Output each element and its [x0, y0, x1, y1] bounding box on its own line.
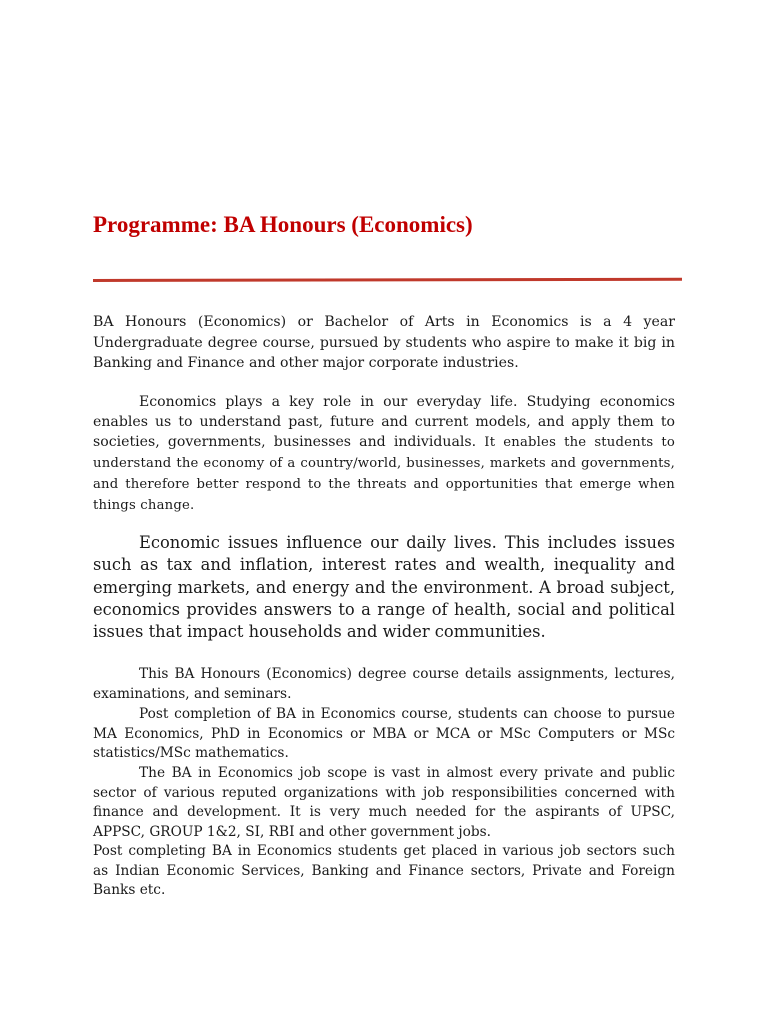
economics-role-paragraph [93, 392, 675, 516]
economic-issues-paragraph: Economic issues influence our daily lives. This includes issues such as tax and inflation, interest rates and wealth, inequality and emerging markets, and energy and the environment. A broad subject, economics provides answers to a range of health, social and political issues that impact households and wider communities. [93, 533, 675, 642]
title-divider [93, 278, 682, 282]
post-completion-paragraph: Post completion of BA in Economics course, students can choose to pursue MA Economics, PhD in Economics or MBA or MCA or MSc Computers or MSc statistics/MSc mathematics. [93, 706, 675, 761]
placements-paragraph: Post completing BA in Economics students get placed in various job sectors such as Indian Economic Services, Banking and Finance sectors, Private and Foreign Banks etc. [93, 843, 675, 898]
economics-role-continued-text: It enables the students to understand the economy of a country/world, businesses, markets and governments, and therefore better respond to the threats and opportunities that emerge when things change. [93, 435, 675, 513]
job-scope-paragraph: The BA in Economics job scope is vast in almost every private and public sector of various reputed organizations with job responsibilities concerned with finance and development. It is very much needed for the aspirants of UPSC, APPSC, GROUP 1&2, SI, RBI and other government jobs. [93, 765, 675, 840]
page-title: Programme: BA Honours (Economics) [93, 212, 473, 237]
economics-role-main-text: Economics plays a key role in our everyday life. Studying economics enables us to understand past, future and current models, and apply them to societies, governments, businesses and individuals. [93, 394, 675, 450]
course-details-paragraph: This BA Honours (Economics) degree course details assignments, lectures, examinations, and seminars. [93, 666, 675, 702]
intro-paragraph: BA Honours (Economics) or Bachelor of Arts in Economics is a 4 year Undergraduate degree course, pursued by students who aspire to make it big in Banking and Finance and other major corporate industries. [93, 314, 675, 371]
